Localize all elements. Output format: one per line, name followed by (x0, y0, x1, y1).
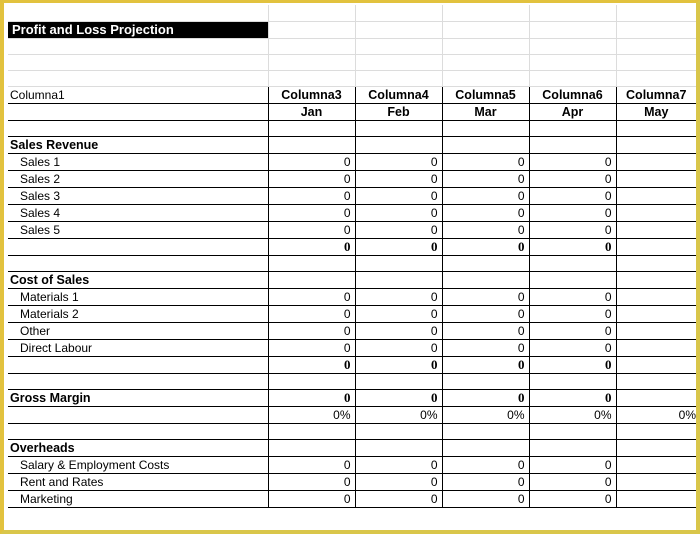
section-label[interactable]: Sales Revenue (8, 136, 268, 153)
cell[interactable] (616, 255, 696, 271)
percent-cell[interactable]: 0% (442, 406, 529, 423)
value-cell[interactable]: 0 (442, 153, 529, 170)
cell[interactable] (529, 271, 616, 288)
value-cell[interactable]: 0 (442, 204, 529, 221)
cell[interactable] (268, 70, 355, 86)
row-label[interactable]: Direct Labour (8, 339, 268, 356)
cell[interactable] (442, 423, 529, 439)
cell[interactable] (616, 120, 696, 136)
cell[interactable] (8, 54, 268, 70)
cell[interactable] (8, 120, 268, 136)
value-cell[interactable]: 0 (268, 153, 355, 170)
section-label[interactable]: Overheads (8, 439, 268, 456)
profit-loss-sheet (8, 5, 696, 508)
total-cell[interactable] (616, 389, 696, 406)
sheet-row-blank (8, 120, 696, 136)
row-label[interactable]: Sales 3 (8, 187, 268, 204)
cell[interactable] (355, 439, 442, 456)
value-cell[interactable]: 0 (355, 204, 442, 221)
cell[interactable] (442, 54, 529, 70)
column-header-label[interactable]: Columna1 (8, 86, 268, 103)
month-mar[interactable]: Mar (442, 103, 529, 120)
table-row (8, 153, 696, 170)
cell[interactable] (355, 373, 442, 389)
cell[interactable] (268, 271, 355, 288)
section-row-overheads (8, 439, 696, 456)
table-row (8, 456, 696, 473)
value-cell[interactable]: 0 (268, 170, 355, 187)
cell[interactable] (8, 5, 268, 21)
cell[interactable] (8, 70, 268, 86)
cell[interactable] (8, 238, 268, 255)
gross-margin-row (8, 389, 696, 406)
table-row (8, 187, 696, 204)
value-cell[interactable]: 0 (529, 490, 616, 507)
value-cell[interactable]: 0 (268, 288, 355, 305)
value-cell[interactable]: 0 (355, 339, 442, 356)
cell[interactable] (616, 70, 696, 86)
value-cell[interactable]: 0 (355, 305, 442, 322)
cell[interactable] (268, 54, 355, 70)
cell[interactable] (529, 373, 616, 389)
cell[interactable] (8, 255, 268, 271)
cell[interactable] (442, 70, 529, 86)
total-cell[interactable]: 0 (268, 389, 355, 406)
total-cell[interactable]: 0 (529, 389, 616, 406)
column-header-7[interactable]: Columna7 (616, 86, 696, 103)
table-row (8, 204, 696, 221)
sheet-row-blank (8, 54, 696, 70)
cell[interactable] (616, 439, 696, 456)
value-cell[interactable]: 0 (529, 153, 616, 170)
cell[interactable] (8, 423, 268, 439)
section-label[interactable]: Gross Margin (8, 389, 268, 406)
cell[interactable] (8, 406, 268, 423)
total-cell[interactable]: 0 (355, 389, 442, 406)
value-cell[interactable]: 0 (268, 305, 355, 322)
total-cell[interactable] (616, 356, 696, 373)
value-cell[interactable]: 0 (529, 339, 616, 356)
value-cell[interactable]: 0 (442, 456, 529, 473)
cell[interactable] (8, 38, 268, 54)
table-row (8, 473, 696, 490)
cell[interactable] (616, 271, 696, 288)
row-label[interactable]: Rent and Rates (8, 473, 268, 490)
table-row (8, 305, 696, 322)
value-cell[interactable]: 0 (355, 473, 442, 490)
value-cell[interactable]: 0 (268, 322, 355, 339)
section-row-cost-of-sales (8, 271, 696, 288)
cell[interactable] (616, 54, 696, 70)
cell[interactable] (8, 103, 268, 120)
sales-total-row (8, 238, 696, 255)
cell[interactable] (8, 373, 268, 389)
value-cell[interactable]: 0 (529, 221, 616, 238)
month-may[interactable]: May (616, 103, 696, 120)
total-cell[interactable]: 0 (355, 356, 442, 373)
cell[interactable] (616, 373, 696, 389)
value-cell[interactable] (616, 322, 696, 339)
sheet-row-blank (8, 38, 696, 54)
value-cell[interactable]: 0 (442, 187, 529, 204)
table-row (8, 288, 696, 305)
cell[interactable] (355, 70, 442, 86)
value-cell[interactable] (616, 456, 696, 473)
cell[interactable] (355, 5, 442, 21)
cell[interactable] (442, 21, 529, 38)
sheet-title[interactable]: Profit and Loss Projection (8, 21, 268, 38)
month-header-row (8, 103, 696, 120)
cell[interactable] (442, 439, 529, 456)
cell[interactable] (529, 120, 616, 136)
total-cell[interactable]: 0 (268, 356, 355, 373)
cell[interactable] (616, 21, 696, 38)
cell[interactable] (442, 120, 529, 136)
value-cell[interactable] (616, 288, 696, 305)
value-cell[interactable]: 0 (529, 204, 616, 221)
cell[interactable] (355, 21, 442, 38)
title-row (8, 21, 696, 38)
value-cell[interactable] (616, 305, 696, 322)
cell[interactable] (442, 255, 529, 271)
value-cell[interactable]: 0 (268, 339, 355, 356)
cell[interactable] (616, 423, 696, 439)
value-cell[interactable]: 0 (529, 305, 616, 322)
column-header-4[interactable]: Columna4 (355, 86, 442, 103)
value-cell[interactable]: 0 (268, 204, 355, 221)
cost-total-row (8, 356, 696, 373)
value-cell[interactable] (616, 187, 696, 204)
value-cell[interactable] (616, 221, 696, 238)
cell[interactable] (268, 423, 355, 439)
value-cell[interactable]: 0 (355, 322, 442, 339)
value-cell[interactable]: 0 (442, 339, 529, 356)
row-label[interactable]: Marketing (8, 490, 268, 507)
row-label[interactable]: Other (8, 322, 268, 339)
row-label[interactable]: Materials 1 (8, 288, 268, 305)
row-label[interactable]: Sales 2 (8, 170, 268, 187)
cell[interactable] (355, 38, 442, 54)
value-cell[interactable]: 0 (442, 305, 529, 322)
cell[interactable] (616, 136, 696, 153)
value-cell[interactable] (616, 490, 696, 507)
value-cell[interactable]: 0 (442, 490, 529, 507)
total-cell[interactable]: 0 (355, 238, 442, 255)
total-cell[interactable]: 0 (442, 238, 529, 255)
value-cell[interactable] (616, 153, 696, 170)
cell[interactable] (529, 439, 616, 456)
value-cell[interactable]: 0 (355, 170, 442, 187)
value-cell[interactable]: 0 (268, 490, 355, 507)
cell[interactable] (442, 5, 529, 21)
value-cell[interactable]: 0 (529, 473, 616, 490)
row-label[interactable]: Sales 5 (8, 221, 268, 238)
month-feb[interactable]: Feb (355, 103, 442, 120)
row-label[interactable]: Salary & Employment Costs (8, 456, 268, 473)
total-cell[interactable]: 0 (268, 238, 355, 255)
cell[interactable] (529, 54, 616, 70)
value-cell[interactable]: 0 (529, 456, 616, 473)
sheet-row-blank (8, 5, 696, 21)
cell[interactable] (355, 54, 442, 70)
cell[interactable] (529, 21, 616, 38)
total-cell[interactable]: 0 (442, 389, 529, 406)
value-cell[interactable]: 0 (355, 490, 442, 507)
cell[interactable] (355, 136, 442, 153)
sheet-row-blank (8, 255, 696, 271)
total-cell[interactable] (616, 238, 696, 255)
cell[interactable] (355, 120, 442, 136)
value-cell[interactable]: 0 (268, 473, 355, 490)
cell[interactable] (529, 5, 616, 21)
total-cell[interactable]: 0 (442, 356, 529, 373)
value-cell[interactable]: 0 (355, 221, 442, 238)
table-row (8, 170, 696, 187)
value-cell[interactable]: 0 (442, 221, 529, 238)
section-label[interactable]: Cost of Sales (8, 271, 268, 288)
column-header-5[interactable]: Columna5 (442, 86, 529, 103)
table-row (8, 490, 696, 507)
value-cell[interactable]: 0 (529, 187, 616, 204)
cell[interactable] (355, 255, 442, 271)
cell[interactable] (268, 38, 355, 54)
percent-cell[interactable]: 0% (355, 406, 442, 423)
total-cell[interactable]: 0 (529, 238, 616, 255)
cell[interactable] (442, 373, 529, 389)
cell[interactable] (442, 136, 529, 153)
sheet-row-blank (8, 70, 696, 86)
cell[interactable] (268, 373, 355, 389)
value-cell[interactable]: 0 (268, 187, 355, 204)
value-cell[interactable]: 0 (442, 288, 529, 305)
gross-margin-percent-row (8, 406, 696, 423)
value-cell[interactable]: 0 (529, 288, 616, 305)
value-cell[interactable]: 0 (268, 456, 355, 473)
cell[interactable] (268, 136, 355, 153)
value-cell[interactable]: 0 (442, 473, 529, 490)
value-cell[interactable] (616, 473, 696, 490)
column-header-row (8, 86, 696, 103)
cell[interactable] (529, 136, 616, 153)
value-cell[interactable]: 0 (355, 187, 442, 204)
value-cell[interactable] (616, 204, 696, 221)
cell[interactable] (355, 423, 442, 439)
column-header-3[interactable]: Columna3 (268, 86, 355, 103)
row-label[interactable]: Materials 2 (8, 305, 268, 322)
cell[interactable] (616, 38, 696, 54)
percent-cell[interactable]: 0% (616, 406, 696, 423)
cell[interactable] (442, 38, 529, 54)
cell[interactable] (616, 5, 696, 21)
month-apr[interactable]: Apr (529, 103, 616, 120)
percent-cell[interactable]: 0% (268, 406, 355, 423)
value-cell[interactable] (616, 339, 696, 356)
cell[interactable] (529, 423, 616, 439)
cell[interactable] (529, 38, 616, 54)
section-row-sales-revenue (8, 136, 696, 153)
cell[interactable] (8, 356, 268, 373)
cell[interactable] (529, 70, 616, 86)
percent-cell[interactable]: 0% (529, 406, 616, 423)
value-cell[interactable]: 0 (529, 322, 616, 339)
value-cell[interactable]: 0 (268, 221, 355, 238)
table-row (8, 221, 696, 238)
cell[interactable] (268, 120, 355, 136)
month-jan[interactable]: Jan (268, 103, 355, 120)
value-cell[interactable]: 0 (355, 456, 442, 473)
sheet-row-blank (8, 423, 696, 439)
row-label[interactable]: Sales 4 (8, 204, 268, 221)
column-header-6[interactable]: Columna6 (529, 86, 616, 103)
value-cell[interactable]: 0 (529, 170, 616, 187)
row-label[interactable]: Sales 1 (8, 153, 268, 170)
value-cell[interactable]: 0 (442, 322, 529, 339)
table-row (8, 339, 696, 356)
value-cell[interactable]: 0 (355, 288, 442, 305)
sheet-row-blank (8, 373, 696, 389)
cell[interactable] (355, 271, 442, 288)
cell[interactable] (268, 439, 355, 456)
cell[interactable] (268, 5, 355, 21)
cell[interactable] (268, 21, 355, 38)
cell[interactable] (268, 255, 355, 271)
value-cell[interactable]: 0 (442, 170, 529, 187)
value-cell[interactable] (616, 170, 696, 187)
cell[interactable] (529, 255, 616, 271)
cell[interactable] (442, 271, 529, 288)
total-cell[interactable]: 0 (529, 356, 616, 373)
value-cell[interactable]: 0 (355, 153, 442, 170)
table-row (8, 322, 696, 339)
